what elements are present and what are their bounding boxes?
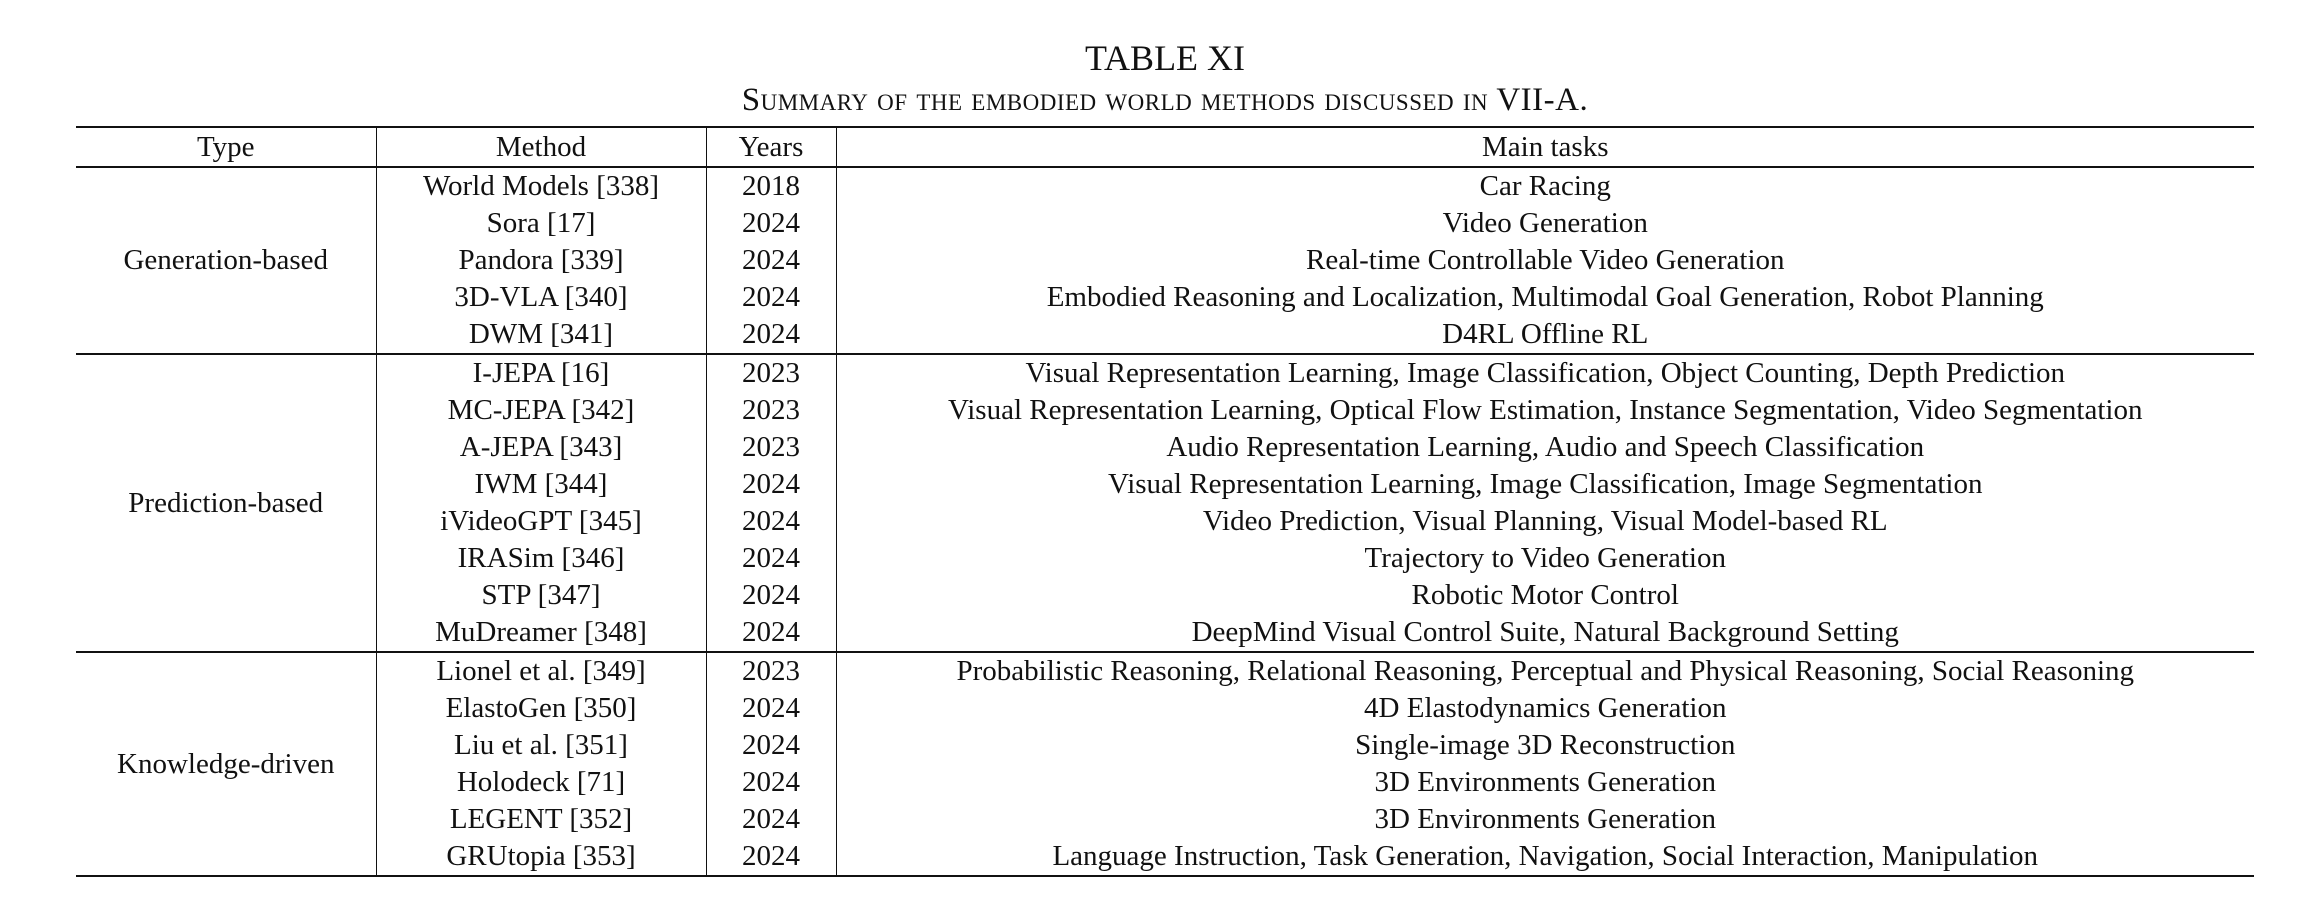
table-row	[76, 801, 2254, 838]
table-container	[76, 36, 2254, 877]
method-cell: IRASim [346]	[376, 540, 706, 577]
year-cell: 2024	[706, 614, 836, 652]
main-tasks-cell: DeepMind Visual Control Suite, Natural Background Setting	[836, 614, 2254, 652]
method-cell: A-JEPA [343]	[376, 429, 706, 466]
main-tasks-cell: Real-time Controllable Video Generation	[836, 242, 2254, 279]
header-main-tasks: Main tasks	[836, 127, 2254, 167]
main-tasks-cell: Trajectory to Video Generation	[836, 540, 2254, 577]
table-row	[76, 392, 2254, 429]
method-cell: DWM [341]	[376, 316, 706, 354]
method-cell: I-JEPA [16]	[376, 354, 706, 392]
year-cell: 2024	[706, 577, 836, 614]
table-row	[76, 690, 2254, 727]
type-cell: Knowledge-driven	[76, 652, 376, 876]
header-type: Type	[76, 127, 376, 167]
method-cell: GRUtopia [353]	[376, 838, 706, 876]
table-row	[76, 503, 2254, 540]
table-row	[76, 279, 2254, 316]
method-cell: ElastoGen [350]	[376, 690, 706, 727]
methods-table	[76, 126, 2254, 877]
header-years: Years	[706, 127, 836, 167]
year-cell: 2024	[706, 801, 836, 838]
table-row	[76, 540, 2254, 577]
type-cell: Generation-based	[76, 167, 376, 354]
table-row	[76, 764, 2254, 801]
table-row	[76, 167, 2254, 205]
year-cell: 2023	[706, 354, 836, 392]
table-row	[76, 838, 2254, 876]
method-cell: MuDreamer [348]	[376, 614, 706, 652]
table-row	[76, 354, 2254, 392]
method-cell: IWM [344]	[376, 466, 706, 503]
method-cell: Lionel et al. [349]	[376, 652, 706, 690]
year-cell: 2023	[706, 429, 836, 466]
year-cell: 2024	[706, 503, 836, 540]
main-tasks-cell: D4RL Offline RL	[836, 316, 2254, 354]
year-cell: 2024	[706, 764, 836, 801]
year-cell: 2024	[706, 279, 836, 316]
main-tasks-cell: Single-image 3D Reconstruction	[836, 727, 2254, 764]
year-cell: 2024	[706, 316, 836, 354]
header-method: Method	[376, 127, 706, 167]
table-row	[76, 316, 2254, 354]
method-cell: LEGENT [352]	[376, 801, 706, 838]
main-tasks-cell: Probabilistic Reasoning, Relational Reasoning, Perceptual and Physical Reasoning, Social Reasoning	[836, 652, 2254, 690]
method-cell: Liu et al. [351]	[376, 727, 706, 764]
main-tasks-cell: Visual Representation Learning, Optical Flow Estimation, Instance Segmentation, Video Segmentation	[836, 392, 2254, 429]
main-tasks-cell: Audio Representation Learning, Audio and Speech Classification	[836, 429, 2254, 466]
method-cell: STP [347]	[376, 577, 706, 614]
type-cell: Prediction-based	[76, 354, 376, 652]
main-tasks-cell: 3D Environments Generation	[836, 764, 2254, 801]
main-tasks-cell: Embodied Reasoning and Localization, Multimodal Goal Generation, Robot Planning	[836, 279, 2254, 316]
table-body	[76, 167, 2254, 876]
table-row	[76, 429, 2254, 466]
table-row	[76, 205, 2254, 242]
table-row	[76, 242, 2254, 279]
main-tasks-cell: Robotic Motor Control	[836, 577, 2254, 614]
main-tasks-cell: 4D Elastodynamics Generation	[836, 690, 2254, 727]
year-cell: 2023	[706, 652, 836, 690]
year-cell: 2024	[706, 205, 836, 242]
header-row	[76, 127, 2254, 167]
year-cell: 2024	[706, 727, 836, 764]
main-tasks-cell: 3D Environments Generation	[836, 801, 2254, 838]
table-caption: Summary of the embodied world methods discussed in VII-A.	[741, 82, 1589, 118]
method-cell: Holodeck [71]	[376, 764, 706, 801]
method-cell: MC-JEPA [342]	[376, 392, 706, 429]
main-tasks-cell: Car Racing	[836, 167, 2254, 205]
year-cell: 2024	[706, 690, 836, 727]
year-cell: 2023	[706, 392, 836, 429]
main-tasks-cell: Visual Representation Learning, Image Classification, Image Segmentation	[836, 466, 2254, 503]
method-cell: 3D-VLA [340]	[376, 279, 706, 316]
method-cell: Sora [17]	[376, 205, 706, 242]
table-label: TABLE XI	[1084, 38, 1246, 78]
main-tasks-cell: Visual Representation Learning, Image Classification, Object Counting, Depth Prediction	[836, 354, 2254, 392]
year-cell: 2024	[706, 838, 836, 876]
table-row	[76, 652, 2254, 690]
table-row	[76, 466, 2254, 503]
year-cell: 2024	[706, 540, 836, 577]
method-cell: World Models [338]	[376, 167, 706, 205]
main-tasks-cell: Language Instruction, Task Generation, Navigation, Social Interaction, Manipulation	[836, 838, 2254, 876]
method-cell: Pandora [339]	[376, 242, 706, 279]
year-cell: 2018	[706, 167, 836, 205]
table-row	[76, 577, 2254, 614]
table-row	[76, 727, 2254, 764]
method-cell: iVideoGPT [345]	[376, 503, 706, 540]
main-tasks-cell: Video Generation	[836, 205, 2254, 242]
year-cell: 2024	[706, 466, 836, 503]
main-tasks-cell: Video Prediction, Visual Planning, Visual Model-based RL	[836, 503, 2254, 540]
year-cell: 2024	[706, 242, 836, 279]
table-row	[76, 614, 2254, 652]
